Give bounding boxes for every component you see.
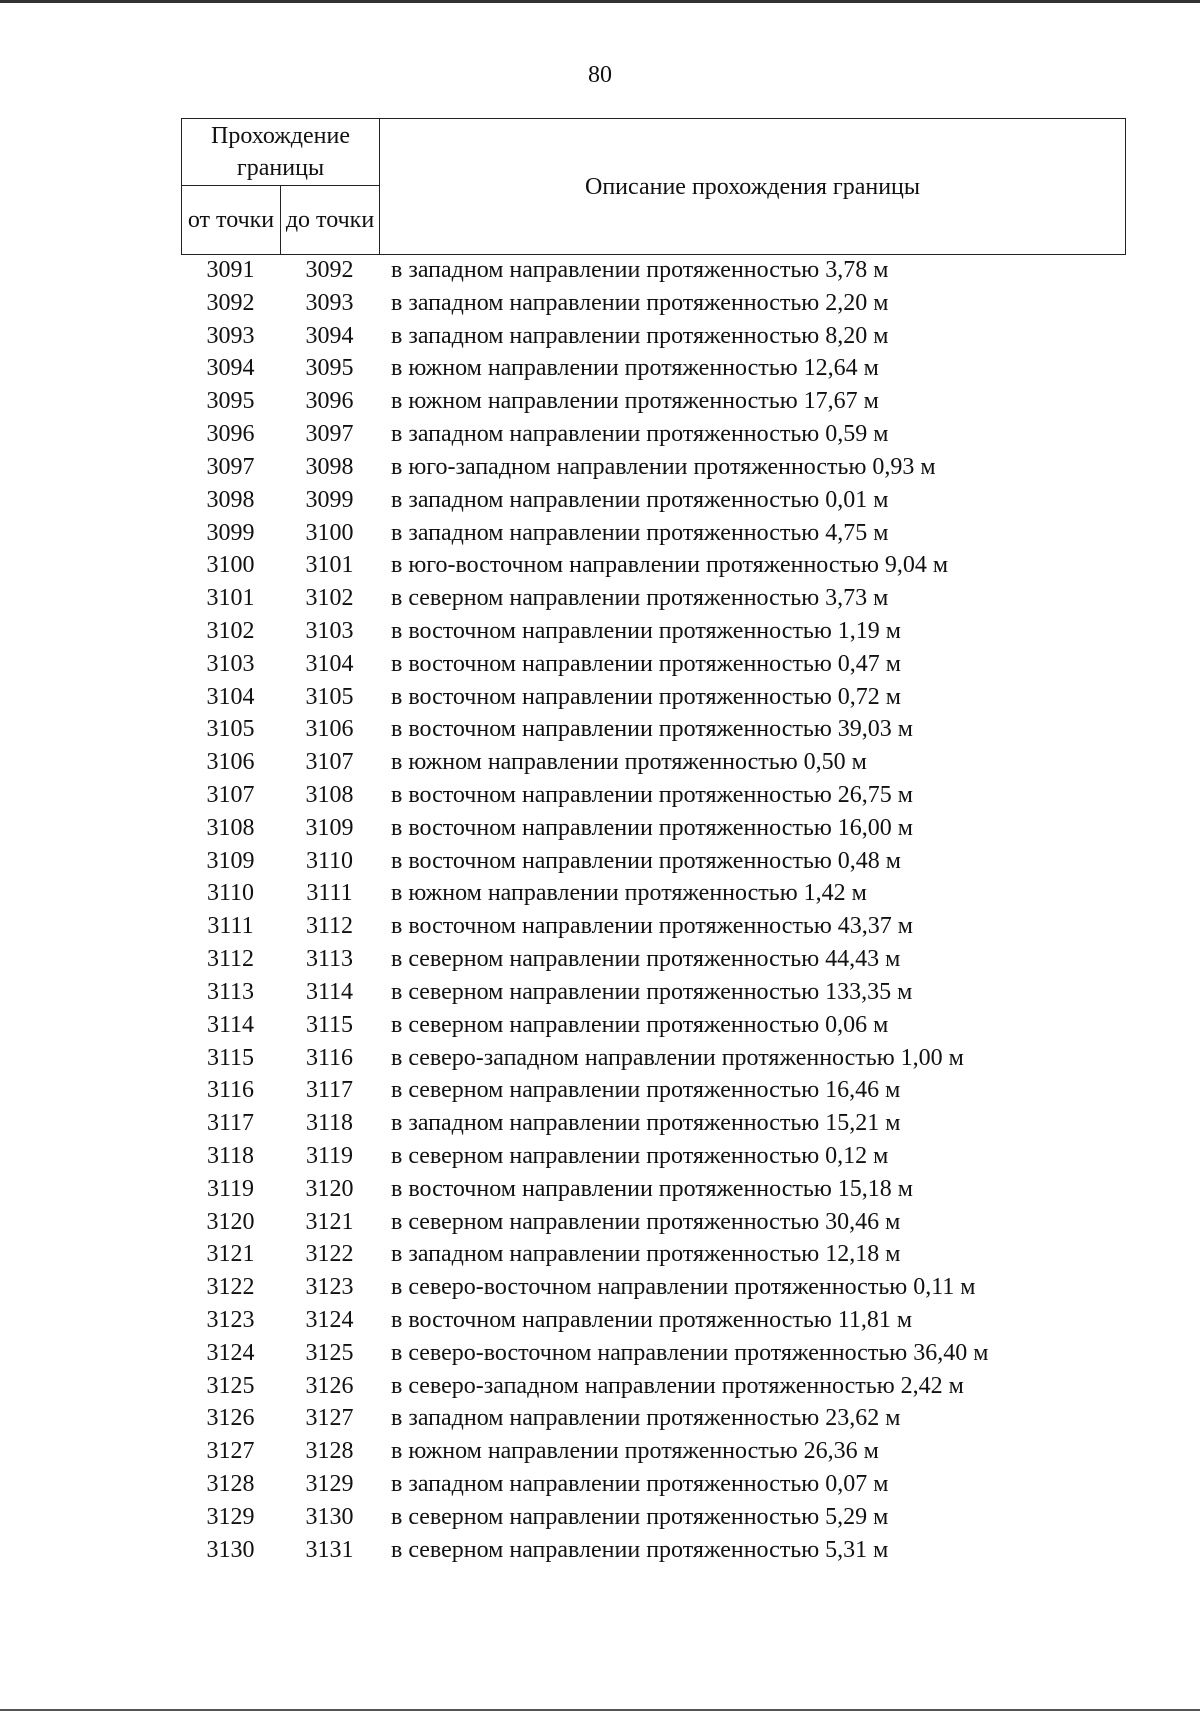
table-row xyxy=(181,943,1181,976)
from-point: 3128 xyxy=(206,1471,255,1498)
table-row xyxy=(181,1074,1181,1107)
table-row xyxy=(181,418,1181,451)
row-description: в северо-западном направлении протяженностью 2,42 м xyxy=(391,1372,964,1399)
to-point: 3096 xyxy=(305,388,354,415)
table-row xyxy=(181,1468,1181,1501)
scan-edge-top xyxy=(0,0,1200,3)
to-point: 3113 xyxy=(305,946,354,973)
table-row xyxy=(181,287,1181,320)
from-point: 3118 xyxy=(206,1142,255,1169)
row-description: в северном направлении протяженностью 16,46 м xyxy=(391,1077,901,1104)
to-point: 3102 xyxy=(305,585,354,612)
to-point: 3111 xyxy=(306,880,353,907)
table-row xyxy=(181,517,1181,550)
table-row xyxy=(181,1042,1181,1075)
table-row xyxy=(181,1140,1181,1173)
from-point: 3127 xyxy=(206,1438,255,1465)
to-point: 3118 xyxy=(305,1110,354,1137)
to-point: 3104 xyxy=(305,650,354,677)
from-point: 3115 xyxy=(206,1044,255,1071)
from-point: 3091 xyxy=(206,257,255,283)
header-description: Описание прохождения границы xyxy=(380,119,1126,255)
table-row xyxy=(181,549,1181,582)
row-description: в северном направлении протяженностью 30,46 м xyxy=(391,1208,901,1235)
to-point: 3117 xyxy=(305,1077,354,1104)
to-point: 3119 xyxy=(305,1142,354,1169)
table-row xyxy=(181,976,1181,1009)
table-row xyxy=(181,1271,1181,1304)
to-point: 3114 xyxy=(305,978,354,1005)
row-description: в западном направлении протяженностью 8,20 м xyxy=(391,322,889,349)
from-point: 3117 xyxy=(206,1110,255,1137)
to-point: 3120 xyxy=(305,1175,354,1202)
table-header xyxy=(181,118,1126,255)
from-point: 3116 xyxy=(206,1077,255,1104)
to-point: 3123 xyxy=(305,1274,354,1301)
to-point: 3112 xyxy=(305,913,354,940)
from-point: 3096 xyxy=(206,421,255,448)
row-description: в западном направлении протяженностью 0,59 м xyxy=(391,421,889,448)
from-point: 3094 xyxy=(206,355,255,382)
table-row xyxy=(181,1370,1181,1403)
table-row xyxy=(181,812,1181,845)
row-description: в восточном направлении протяженностью 11,81 м xyxy=(391,1307,913,1333)
header-from-point: от точки xyxy=(182,186,281,255)
table-row xyxy=(181,1435,1181,1468)
from-point: 3125 xyxy=(206,1372,255,1399)
row-description: в западном направлении протяженностью 0,01 м xyxy=(391,486,889,513)
from-point: 3099 xyxy=(206,519,255,546)
table-row xyxy=(181,484,1181,517)
from-point: 3107 xyxy=(206,782,255,808)
to-point: 3092 xyxy=(305,257,354,283)
table-row xyxy=(181,779,1181,812)
table-row xyxy=(181,1107,1181,1140)
row-description: в северном направлении протяженностью 5,31 м xyxy=(391,1536,889,1563)
to-point: 3125 xyxy=(305,1339,354,1366)
from-point: 3102 xyxy=(206,617,255,644)
row-description: в западном направлении протяженностью 3,78 м xyxy=(391,257,889,283)
to-point: 3107 xyxy=(305,749,354,776)
from-point: 3122 xyxy=(206,1274,255,1301)
from-point: 3092 xyxy=(206,289,255,316)
row-description: в восточном направлении протяженностью 0,72 м xyxy=(391,683,901,710)
to-point: 3127 xyxy=(305,1405,354,1432)
from-point: 3103 xyxy=(206,650,255,677)
row-description: в западном направлении протяженностью 23,62 м xyxy=(391,1405,901,1432)
to-point: 3094 xyxy=(305,322,354,349)
row-description: в южном направлении протяженностью 17,67 м xyxy=(391,388,879,415)
row-description: в юго-западном направлении протяженностью 0,93 м xyxy=(391,453,936,480)
table-row xyxy=(181,1009,1181,1042)
row-description: в северном направлении протяженностью 133,35 м xyxy=(391,978,913,1005)
to-point: 3105 xyxy=(305,683,354,710)
to-point: 3093 xyxy=(305,289,354,316)
to-point: 3097 xyxy=(305,421,354,448)
row-description: в северном направлении протяженностью 5,29 м xyxy=(391,1503,889,1530)
table-row xyxy=(181,1534,1181,1567)
from-point: 3095 xyxy=(206,388,255,415)
row-description: в восточном направлении протяженностью 43,37 м xyxy=(391,913,913,940)
table-row xyxy=(181,845,1181,878)
row-description: в западном направлении протяженностью 0,07 м xyxy=(391,1471,889,1498)
row-description: в западном направлении протяженностью 15,21 м xyxy=(391,1110,901,1137)
from-point: 3110 xyxy=(206,880,255,907)
from-point: 3098 xyxy=(206,486,255,513)
from-point: 3112 xyxy=(206,946,255,973)
from-point: 3130 xyxy=(206,1536,255,1563)
row-description: в южном направлении протяженностью 0,50 м xyxy=(391,749,867,776)
from-point: 3108 xyxy=(206,814,255,841)
row-description: в восточном направлении протяженностью 16,00 м xyxy=(391,814,913,841)
from-point: 3104 xyxy=(206,683,255,710)
from-point: 3097 xyxy=(206,453,255,480)
row-description: в южном направлении протяженностью 26,36 м xyxy=(391,1438,879,1465)
from-point: 3129 xyxy=(206,1503,255,1530)
table-row xyxy=(181,1304,1181,1337)
table-row xyxy=(181,910,1181,943)
from-point: 3120 xyxy=(206,1208,255,1235)
table-row xyxy=(181,1402,1181,1435)
from-point: 3126 xyxy=(206,1405,255,1432)
from-point: 3093 xyxy=(206,322,255,349)
table-row xyxy=(181,582,1181,615)
row-description: в западном направлении протяженностью 4,75 м xyxy=(391,519,889,546)
from-point: 3114 xyxy=(206,1011,255,1038)
table-row xyxy=(181,1173,1181,1206)
from-point: 3123 xyxy=(206,1307,255,1333)
from-point: 3100 xyxy=(206,552,255,579)
to-point: 3110 xyxy=(305,847,354,874)
header-to-point: до точки xyxy=(281,186,380,255)
row-description: в северо-восточном направлении протяженностью 36,40 м xyxy=(391,1339,989,1366)
table-row xyxy=(181,1206,1181,1239)
from-point: 3101 xyxy=(206,585,255,612)
from-point: 3119 xyxy=(206,1175,255,1202)
row-description: в восточном направлении протяженностью 26,75 м xyxy=(391,782,913,808)
from-point: 3111 xyxy=(207,913,254,940)
from-point: 3105 xyxy=(206,716,255,743)
boundary-rows xyxy=(181,254,1181,1567)
to-point: 3103 xyxy=(305,617,354,644)
table-row xyxy=(181,451,1181,484)
to-point: 3126 xyxy=(305,1372,354,1399)
row-description: в восточном направлении протяженностью 1,19 м xyxy=(391,617,901,644)
to-point: 3109 xyxy=(305,814,354,841)
table-row xyxy=(181,681,1181,714)
table-row xyxy=(181,1238,1181,1271)
page-number: 80 xyxy=(588,62,612,88)
table-row xyxy=(181,877,1181,910)
table-row xyxy=(181,254,1181,287)
header-passage: Прохождение границы xyxy=(182,119,380,186)
to-point: 3130 xyxy=(305,1503,354,1530)
row-description: в восточном направлении протяженностью 15,18 м xyxy=(391,1175,913,1202)
table-row xyxy=(181,1337,1181,1370)
to-point: 3116 xyxy=(305,1044,354,1071)
from-point: 3106 xyxy=(206,749,255,776)
to-point: 3099 xyxy=(305,486,354,513)
to-point: 3108 xyxy=(305,782,354,808)
to-point: 3124 xyxy=(305,1307,354,1333)
from-point: 3109 xyxy=(206,847,255,874)
to-point: 3098 xyxy=(305,453,354,480)
to-point: 3131 xyxy=(305,1536,354,1563)
to-point: 3128 xyxy=(305,1438,354,1465)
to-point: 3095 xyxy=(305,355,354,382)
table-row xyxy=(181,352,1181,385)
to-point: 3129 xyxy=(305,1471,354,1498)
row-description: в северном направлении протяженностью 44,43 м xyxy=(391,946,901,973)
row-description: в северном направлении протяженностью 0,12 м xyxy=(391,1142,889,1169)
row-description: в восточном направлении протяженностью 39,03 м xyxy=(391,716,913,743)
table-row xyxy=(181,615,1181,648)
scan-edge-bottom xyxy=(0,1709,1200,1711)
to-point: 3122 xyxy=(305,1241,354,1268)
to-point: 3121 xyxy=(305,1208,354,1235)
row-description: в восточном направлении протяженностью 0,48 м xyxy=(391,847,901,874)
row-description: в северном направлении протяженностью 0,06 м xyxy=(391,1011,889,1038)
to-point: 3100 xyxy=(305,519,354,546)
row-description: в северо-восточном направлении протяженностью 0,11 м xyxy=(391,1274,976,1301)
table-row xyxy=(181,746,1181,779)
row-description: в западном направлении протяженностью 12,18 м xyxy=(391,1241,901,1268)
to-point: 3101 xyxy=(305,552,354,579)
to-point: 3115 xyxy=(305,1011,354,1038)
from-point: 3113 xyxy=(206,978,255,1005)
from-point: 3121 xyxy=(206,1241,255,1268)
row-description: в северо-западном направлении протяженностью 1,00 м xyxy=(391,1044,964,1071)
from-point: 3124 xyxy=(206,1339,255,1366)
table-row xyxy=(181,648,1181,681)
to-point: 3106 xyxy=(305,716,354,743)
row-description: в юго-восточном направлении протяженностью 9,04 м xyxy=(391,552,949,579)
table-row xyxy=(181,1501,1181,1534)
row-description: в восточном направлении протяженностью 0,47 м xyxy=(391,650,901,677)
row-description: в южном направлении протяженностью 12,64 м xyxy=(391,355,879,382)
row-description: в западном направлении протяженностью 2,20 м xyxy=(391,289,889,316)
row-description: в северном направлении протяженностью 3,73 м xyxy=(391,585,889,612)
table-row xyxy=(181,385,1181,418)
row-description: в южном направлении протяженностью 1,42 м xyxy=(391,880,867,907)
table-row xyxy=(181,713,1181,746)
table-row xyxy=(181,320,1181,353)
